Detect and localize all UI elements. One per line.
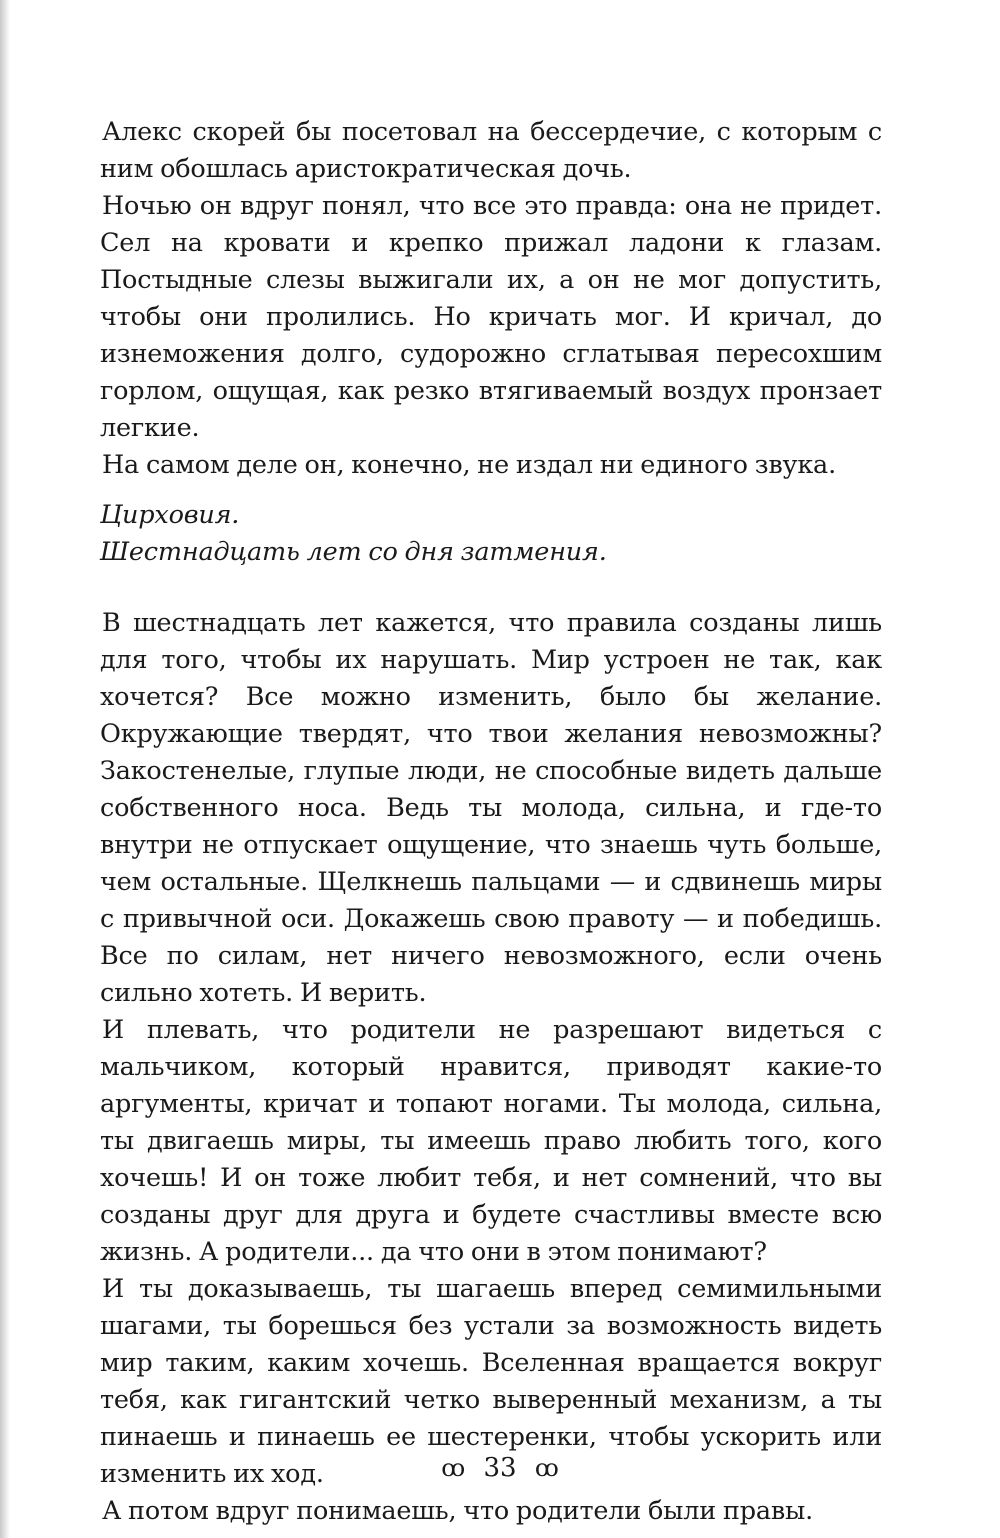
paragraph [100, 1493, 882, 1530]
bottom-text-block [100, 605, 882, 1530]
paragraph-text: Ночью он вдруг понял, что все это правда: она не придет. Сел на кровати и крепко прижал ладони к глазам. Постыдные слезы выжигали их, а он не мог допустить, чтобы они пролились. Но кричать мог. И кричал, до изнеможения долго, судорожно сглатывая пересохшим горлом, ощущая, как резко втягиваемый воздух пронзает легкие. [100, 191, 882, 443]
right-ornament-icon: ꝏ [534, 1454, 559, 1482]
paragraph-text: На самом деле он, конечно, не издал ни единого звука. [102, 450, 836, 480]
top-text-block [100, 114, 882, 484]
paragraph-text: И ты доказываешь, ты шагаешь вперед семимильными шагами, ты борешься без устали за возможность видеть мир таким, каким хочешь. Вселенная вращается вокруг тебя, как гигантский четко выверенный механизм, а ты пинаешь и пинаешь ее шестеренки, чтобы ускорить или изменить их ход. [100, 1274, 882, 1489]
paragraph-text: А потом вдруг понимаешь, что родители были правы. [102, 1496, 814, 1526]
paragraph-text: И плевать, что родители не разрешают видеться с мальчиком, который нравится, приводят какие-то аргументы, кричат и топают ногами. Ты молода, сильна, ты двигаешь миры, ты имеешь право любить того, кого хочешь! И он тоже любит тебя, и нет сомнений, что вы созданы друг для друга и будете счастливы вместе всю жизнь. А родители... да что они в этом понимают? [100, 1015, 882, 1267]
paragraph [100, 114, 882, 188]
paragraph [100, 605, 882, 1012]
page-number: 33 [483, 1453, 517, 1483]
paragraph-text: Алекс скорей бы посетовал на бессердечие, с которым с ним обошлась аристократическая дочь. [100, 117, 882, 184]
paragraph [100, 188, 882, 447]
paragraph-text: В шестнадцать лет кажется, что правила созданы лишь для того, чтобы их нарушать. Мир устроен не так, как хочется? Все можно изменить, было бы желание. Окружающие твердят, что твои желания невозможны? Закостенелые, глупые люди, не способные видеть дальше собственного носа. Ведь ты молода, сильна, и где-то внутри не отпускает ощущение, что знаешь чуть больше, чем остальные. Щелкнешь пальцами — и сдвинешь миры с привычной оси. Докажешь свою правоту — и победишь. Все по силам, нет ничего невозможного, если очень сильно хотеть. И верить. [100, 608, 882, 1008]
page-footer [0, 1452, 1000, 1483]
left-ornament-icon: ꝏ [441, 1454, 466, 1482]
page-edge-shadow [0, 0, 10, 1538]
paragraph [100, 447, 882, 484]
section-heading-time: Шестнадцать лет со дня затмения. [100, 537, 607, 567]
section-heading [100, 497, 882, 571]
paragraph [100, 1012, 882, 1271]
section-heading-place: Цирховия. [100, 500, 240, 530]
